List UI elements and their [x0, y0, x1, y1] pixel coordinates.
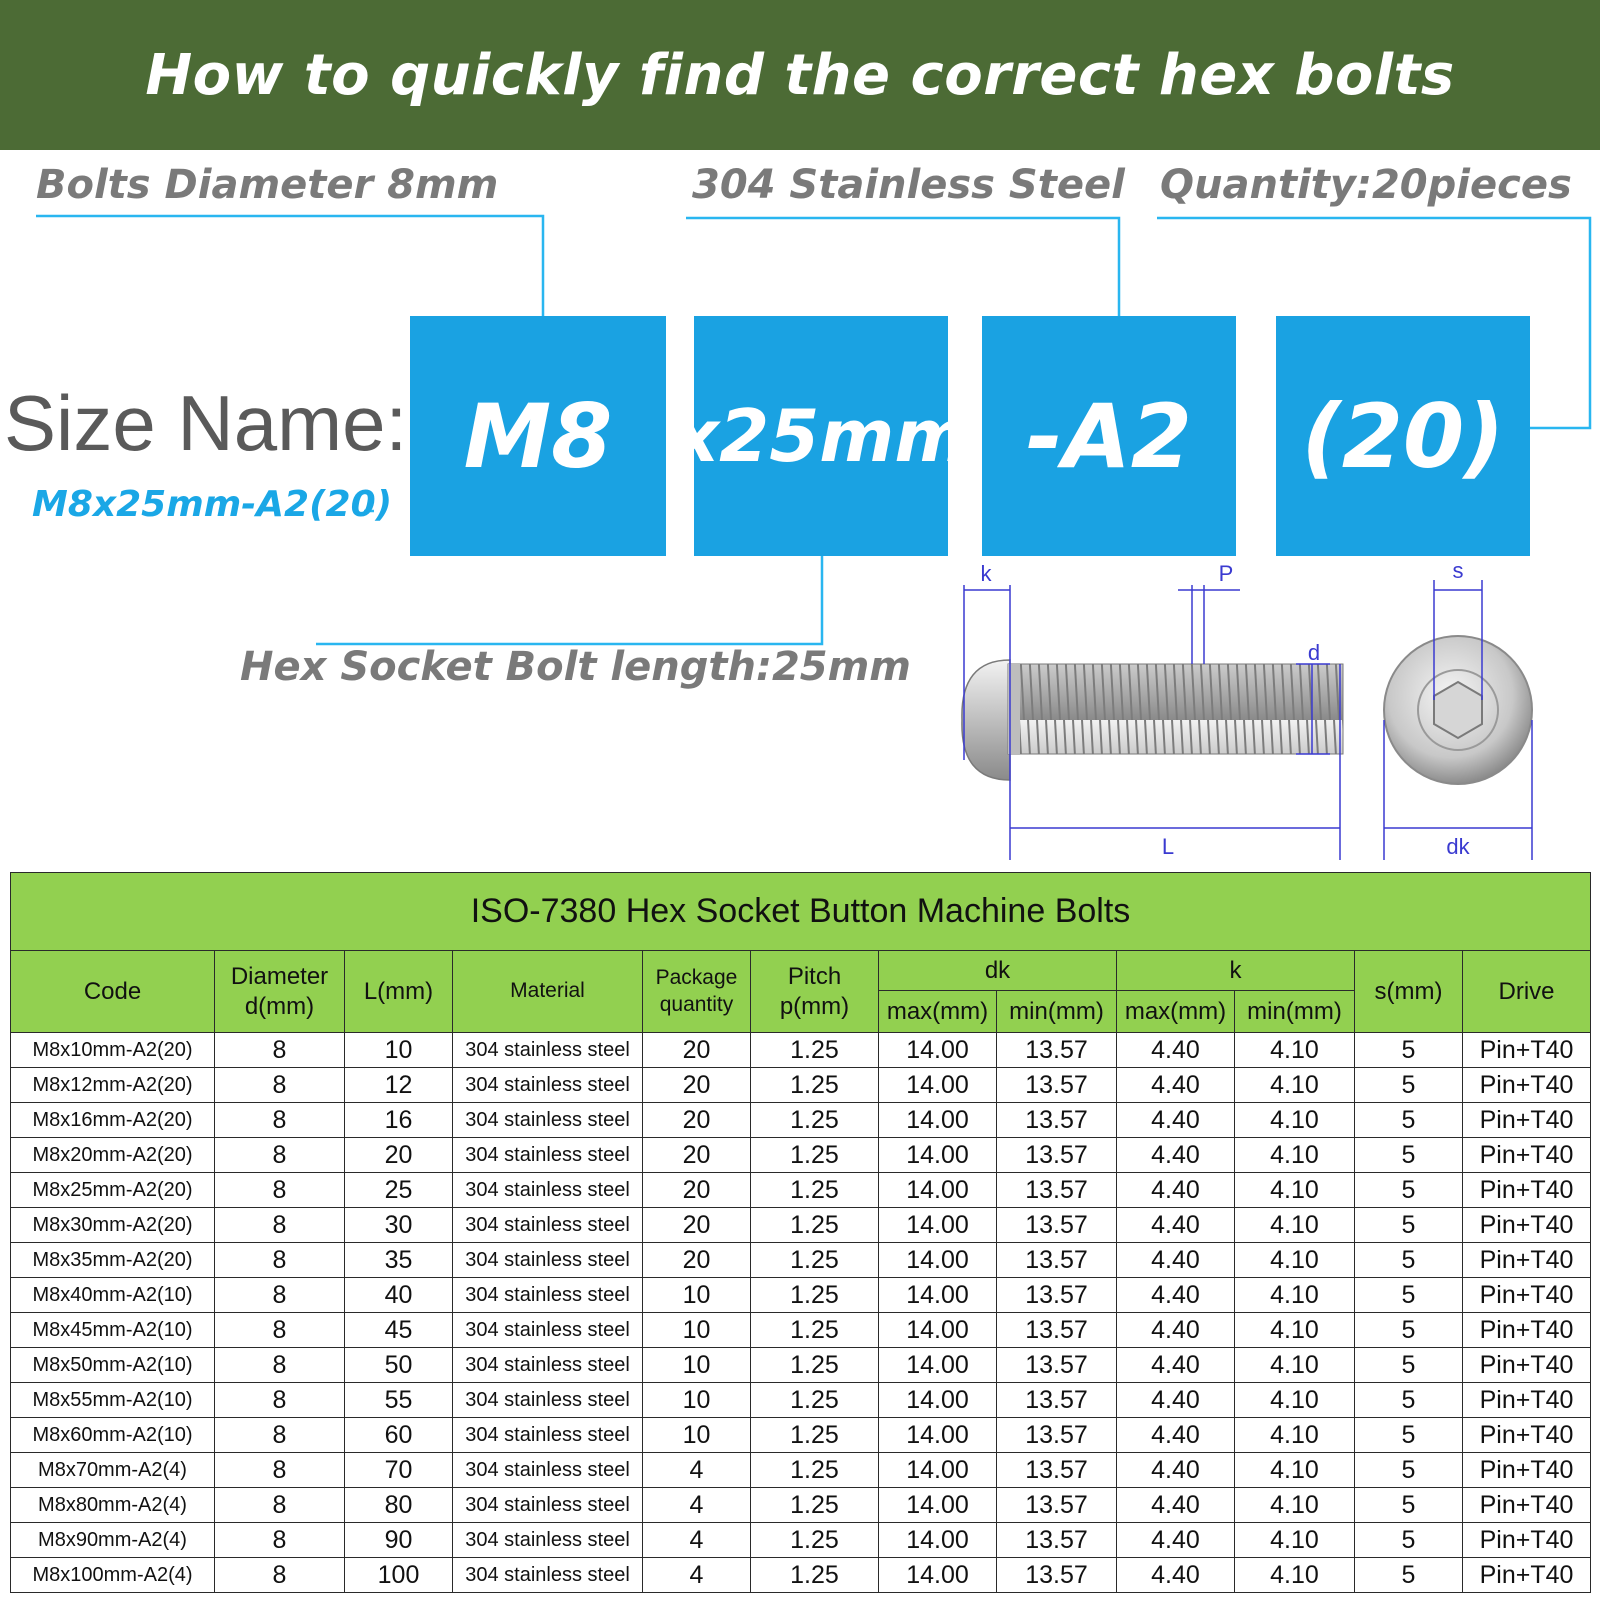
cell-code: M8x60mm-A2(10) — [11, 1418, 215, 1453]
bolt-top-view — [1384, 636, 1532, 784]
header-length: L(mm) — [345, 951, 453, 1033]
cell-dk-min: 13.57 — [997, 1208, 1117, 1243]
cell-package: 20 — [643, 1208, 751, 1243]
cell-pitch: 1.25 — [751, 1523, 879, 1558]
cell-k-max: 4.40 — [1117, 1418, 1235, 1453]
cell-dk-max: 14.00 — [879, 1558, 997, 1593]
cell-length: 35 — [345, 1243, 453, 1278]
cell-pitch: 1.25 — [751, 1243, 879, 1278]
table-row — [11, 1208, 1591, 1243]
cell-dk-max: 14.00 — [879, 1523, 997, 1558]
cell-package: 4 — [643, 1488, 751, 1523]
cell-material: 304 stainless steel — [453, 1418, 643, 1453]
cell-pitch: 1.25 — [751, 1103, 879, 1138]
table-row — [11, 1173, 1591, 1208]
dim-k-label: k — [980, 561, 992, 586]
cell-k-max: 4.40 — [1117, 1208, 1235, 1243]
cell-pitch: 1.25 — [751, 1383, 879, 1418]
cell-dk-max: 14.00 — [879, 1243, 997, 1278]
cell-dk-min: 13.57 — [997, 1068, 1117, 1103]
callout-length: Hex Socket Bolt length:25mm — [240, 644, 911, 690]
cell-code: M8x90mm-A2(4) — [11, 1523, 215, 1558]
cell-material: 304 stainless steel — [453, 1453, 643, 1488]
cell-length: 10 — [345, 1033, 453, 1068]
cell-diameter: 8 — [215, 1208, 345, 1243]
cell-material: 304 stainless steel — [453, 1348, 643, 1383]
cell-s: 5 — [1355, 1558, 1463, 1593]
cell-diameter: 8 — [215, 1068, 345, 1103]
cell-dk-min: 13.57 — [997, 1173, 1117, 1208]
cell-k-min: 4.10 — [1235, 1033, 1355, 1068]
spec-table — [10, 872, 1591, 1593]
cell-material: 304 stainless steel — [453, 1068, 643, 1103]
cell-k-min: 4.10 — [1235, 1138, 1355, 1173]
cell-length: 60 — [345, 1418, 453, 1453]
cell-k-max: 4.40 — [1117, 1278, 1235, 1313]
cell-dk-min: 13.57 — [997, 1418, 1117, 1453]
cell-length: 80 — [345, 1488, 453, 1523]
cell-s: 5 — [1355, 1138, 1463, 1173]
cell-k-min: 4.10 — [1235, 1418, 1355, 1453]
header-drive: Drive — [1463, 951, 1591, 1033]
cell-s: 5 — [1355, 1173, 1463, 1208]
header-k: k — [1117, 951, 1355, 991]
cell-code: M8x80mm-A2(4) — [11, 1488, 215, 1523]
cell-drive: Pin+T40 — [1463, 1033, 1591, 1068]
cell-package: 4 — [643, 1523, 751, 1558]
size-name-label: Size Name: — [4, 379, 408, 467]
cell-k-max: 4.40 — [1117, 1138, 1235, 1173]
cell-pitch: 1.25 — [751, 1453, 879, 1488]
table-row — [11, 1243, 1591, 1278]
cell-pitch: 1.25 — [751, 1138, 879, 1173]
table-row — [11, 1453, 1591, 1488]
cell-package: 20 — [643, 1138, 751, 1173]
cell-dk-min: 13.57 — [997, 1348, 1117, 1383]
cell-dk-max: 14.00 — [879, 1173, 997, 1208]
cell-k-min: 4.10 — [1235, 1488, 1355, 1523]
cell-drive: Pin+T40 — [1463, 1453, 1591, 1488]
cell-k-min: 4.10 — [1235, 1243, 1355, 1278]
cell-k-min: 4.10 — [1235, 1453, 1355, 1488]
cell-k-min: 4.10 — [1235, 1208, 1355, 1243]
cell-drive: Pin+T40 — [1463, 1138, 1591, 1173]
cell-pitch: 1.25 — [751, 1313, 879, 1348]
table-row — [11, 1313, 1591, 1348]
cell-pitch: 1.25 — [751, 1068, 879, 1103]
table-row — [11, 1138, 1591, 1173]
cell-package: 4 — [643, 1453, 751, 1488]
cell-s: 5 — [1355, 1488, 1463, 1523]
cell-k-max: 4.40 — [1117, 1488, 1235, 1523]
cell-s: 5 — [1355, 1278, 1463, 1313]
cell-diameter: 8 — [215, 1523, 345, 1558]
header-dk: dk — [879, 951, 1117, 991]
cell-k-max: 4.40 — [1117, 1348, 1235, 1383]
table-row — [11, 1383, 1591, 1418]
size-part-length: x25mm — [694, 316, 948, 556]
cell-diameter: 8 — [215, 1243, 345, 1278]
table-row — [11, 1558, 1591, 1593]
cell-diameter: 8 — [215, 1313, 345, 1348]
size-name-example: M8x25mm-A2(20) — [32, 484, 393, 525]
cell-code: M8x12mm-A2(20) — [11, 1068, 215, 1103]
cell-code: M8x55mm-A2(10) — [11, 1383, 215, 1418]
cell-material: 304 stainless steel — [453, 1173, 643, 1208]
cell-dk-min: 13.57 — [997, 1453, 1117, 1488]
cell-s: 5 — [1355, 1243, 1463, 1278]
table-row — [11, 1348, 1591, 1383]
cell-package: 10 — [643, 1278, 751, 1313]
cell-k-max: 4.40 — [1117, 1173, 1235, 1208]
callout-diameter: Bolts Diameter 8mm — [36, 162, 499, 208]
table-row — [11, 1488, 1591, 1523]
cell-k-min: 4.10 — [1235, 1383, 1355, 1418]
cell-k-max: 4.40 — [1117, 1068, 1235, 1103]
header-dk-max: max(mm) — [879, 991, 997, 1033]
cell-diameter: 8 — [215, 1278, 345, 1313]
cell-length: 55 — [345, 1383, 453, 1418]
cell-length: 30 — [345, 1208, 453, 1243]
header-dk-min: min(mm) — [997, 991, 1117, 1033]
cell-s: 5 — [1355, 1033, 1463, 1068]
cell-material: 304 stainless steel — [453, 1383, 643, 1418]
cell-s: 5 — [1355, 1418, 1463, 1453]
cell-diameter: 8 — [215, 1138, 345, 1173]
cell-length: 90 — [345, 1523, 453, 1558]
cell-diameter: 8 — [215, 1383, 345, 1418]
callout-material: 304 Stainless Steel — [692, 162, 1125, 208]
cell-package: 20 — [643, 1173, 751, 1208]
cell-dk-max: 14.00 — [879, 1453, 997, 1488]
cell-dk-max: 14.00 — [879, 1208, 997, 1243]
cell-diameter: 8 — [215, 1348, 345, 1383]
cell-dk-max: 14.00 — [879, 1348, 997, 1383]
cell-length: 16 — [345, 1103, 453, 1138]
cell-dk-min: 13.57 — [997, 1558, 1117, 1593]
cell-k-max: 4.40 — [1117, 1523, 1235, 1558]
cell-length: 25 — [345, 1173, 453, 1208]
header-package: Package quantity — [643, 951, 751, 1033]
cell-dk-min: 13.57 — [997, 1033, 1117, 1068]
dim-d-label: d — [1307, 640, 1321, 665]
cell-dk-max: 14.00 — [879, 1138, 997, 1173]
cell-dk-min: 13.57 — [997, 1383, 1117, 1418]
cell-drive: Pin+T40 — [1463, 1488, 1591, 1523]
cell-k-min: 4.10 — [1235, 1068, 1355, 1103]
bolt-side-view — [962, 660, 1343, 780]
cell-k-max: 4.40 — [1117, 1103, 1235, 1138]
cell-code: M8x50mm-A2(10) — [11, 1348, 215, 1383]
cell-dk-max: 14.00 — [879, 1418, 997, 1453]
dim-l-label: L — [1161, 834, 1175, 859]
cell-length: 40 — [345, 1278, 453, 1313]
table-row — [11, 1103, 1591, 1138]
spec-table-body — [11, 1033, 1591, 1593]
header-diameter: Diameter d(mm) — [215, 951, 345, 1033]
cell-diameter: 8 — [215, 1418, 345, 1453]
cell-dk-min: 13.57 — [997, 1523, 1117, 1558]
cell-package: 20 — [643, 1103, 751, 1138]
cell-pitch: 1.25 — [751, 1488, 879, 1523]
cell-dk-min: 13.57 — [997, 1278, 1117, 1313]
table-row — [11, 1068, 1591, 1103]
banner-title: How to quickly find the correct hex bolts — [145, 42, 1455, 108]
cell-k-max: 4.40 — [1117, 1033, 1235, 1068]
cell-s: 5 — [1355, 1523, 1463, 1558]
cell-material: 304 stainless steel — [453, 1103, 643, 1138]
cell-pitch: 1.25 — [751, 1348, 879, 1383]
cell-material: 304 stainless steel — [453, 1138, 643, 1173]
cell-drive: Pin+T40 — [1463, 1243, 1591, 1278]
header-k-max: max(mm) — [1117, 991, 1235, 1033]
cell-length: 50 — [345, 1348, 453, 1383]
header-material: Material — [453, 951, 643, 1033]
cell-k-min: 4.10 — [1235, 1348, 1355, 1383]
cell-drive: Pin+T40 — [1463, 1278, 1591, 1313]
cell-code: M8x25mm-A2(20) — [11, 1173, 215, 1208]
cell-code: M8x100mm-A2(4) — [11, 1558, 215, 1593]
cell-material: 304 stainless steel — [453, 1208, 643, 1243]
cell-code: M8x10mm-A2(20) — [11, 1033, 215, 1068]
cell-pitch: 1.25 — [751, 1033, 879, 1068]
spec-table-container — [10, 872, 1590, 1593]
cell-s: 5 — [1355, 1068, 1463, 1103]
cell-drive: Pin+T40 — [1463, 1348, 1591, 1383]
cell-drive: Pin+T40 — [1463, 1383, 1591, 1418]
cell-drive: Pin+T40 — [1463, 1208, 1591, 1243]
cell-code: M8x35mm-A2(20) — [11, 1243, 215, 1278]
cell-diameter: 8 — [215, 1453, 345, 1488]
cell-package: 4 — [643, 1558, 751, 1593]
cell-drive: Pin+T40 — [1463, 1418, 1591, 1453]
cell-code: M8x16mm-A2(20) — [11, 1103, 215, 1138]
cell-code: M8x40mm-A2(10) — [11, 1278, 215, 1313]
cell-package: 20 — [643, 1243, 751, 1278]
cell-k-min: 4.10 — [1235, 1558, 1355, 1593]
cell-drive: Pin+T40 — [1463, 1103, 1591, 1138]
cell-package: 10 — [643, 1313, 751, 1348]
cell-diameter: 8 — [215, 1103, 345, 1138]
cell-length: 45 — [345, 1313, 453, 1348]
cell-material: 304 stainless steel — [453, 1523, 643, 1558]
table-row — [11, 1523, 1591, 1558]
cell-diameter: 8 — [215, 1033, 345, 1068]
cell-diameter: 8 — [215, 1173, 345, 1208]
cell-dk-max: 14.00 — [879, 1313, 997, 1348]
cell-s: 5 — [1355, 1383, 1463, 1418]
cell-pitch: 1.25 — [751, 1173, 879, 1208]
cell-s: 5 — [1355, 1453, 1463, 1488]
cell-package: 20 — [643, 1068, 751, 1103]
cell-k-min: 4.10 — [1235, 1103, 1355, 1138]
cell-diameter: 8 — [215, 1488, 345, 1523]
cell-drive: Pin+T40 — [1463, 1558, 1591, 1593]
cell-drive: Pin+T40 — [1463, 1173, 1591, 1208]
cell-material: 304 stainless steel — [453, 1033, 643, 1068]
cell-dk-max: 14.00 — [879, 1068, 997, 1103]
cell-dk-max: 14.00 — [879, 1383, 997, 1418]
cell-k-max: 4.40 — [1117, 1243, 1235, 1278]
cell-pitch: 1.25 — [751, 1208, 879, 1243]
cell-k-min: 4.10 — [1235, 1523, 1355, 1558]
size-part-material: -A2 — [982, 316, 1236, 556]
cell-dk-min: 13.57 — [997, 1313, 1117, 1348]
size-part-diameter: M8 — [410, 316, 666, 556]
cell-dk-max: 14.00 — [879, 1278, 997, 1313]
cell-s: 5 — [1355, 1313, 1463, 1348]
cell-package: 20 — [643, 1033, 751, 1068]
table-row — [11, 1033, 1591, 1068]
cell-s: 5 — [1355, 1103, 1463, 1138]
cell-dk-min: 13.57 — [997, 1488, 1117, 1523]
cell-length: 70 — [345, 1453, 453, 1488]
cell-diameter: 8 — [215, 1558, 345, 1593]
cell-material: 304 stainless steel — [453, 1278, 643, 1313]
cell-code: M8x45mm-A2(10) — [11, 1313, 215, 1348]
table-row — [11, 1278, 1591, 1313]
cell-length: 20 — [345, 1138, 453, 1173]
table-title: ISO-7380 Hex Socket Button Machine Bolts — [11, 873, 1591, 951]
cell-s: 5 — [1355, 1348, 1463, 1383]
cell-code: M8x70mm-A2(4) — [11, 1453, 215, 1488]
cell-k-min: 4.10 — [1235, 1173, 1355, 1208]
cell-pitch: 1.25 — [751, 1278, 879, 1313]
cell-material: 304 stainless steel — [453, 1558, 643, 1593]
cell-drive: Pin+T40 — [1463, 1313, 1591, 1348]
callout-quantity: Quantity:20pieces — [1160, 162, 1572, 208]
dim-s-label: s — [1452, 558, 1464, 583]
size-part-quantity: (20) — [1276, 316, 1530, 556]
header-s: s(mm) — [1355, 951, 1463, 1033]
cell-material: 304 stainless steel — [453, 1313, 643, 1348]
cell-k-min: 4.10 — [1235, 1313, 1355, 1348]
cell-dk-min: 13.57 — [997, 1103, 1117, 1138]
cell-code: M8x20mm-A2(20) — [11, 1138, 215, 1173]
cell-k-max: 4.40 — [1117, 1558, 1235, 1593]
cell-dk-max: 14.00 — [879, 1103, 997, 1138]
header-k-min: min(mm) — [1235, 991, 1355, 1033]
cell-s: 5 — [1355, 1208, 1463, 1243]
cell-dk-min: 13.57 — [997, 1138, 1117, 1173]
dim-dk-label: dk — [1446, 834, 1470, 859]
cell-material: 304 stainless steel — [453, 1243, 643, 1278]
dim-p-label: P — [1218, 561, 1234, 586]
cell-length: 100 — [345, 1558, 453, 1593]
cell-dk-min: 13.57 — [997, 1243, 1117, 1278]
cell-k-max: 4.40 — [1117, 1453, 1235, 1488]
cell-drive: Pin+T40 — [1463, 1068, 1591, 1103]
cell-k-min: 4.10 — [1235, 1278, 1355, 1313]
cell-package: 10 — [643, 1418, 751, 1453]
cell-package: 10 — [643, 1348, 751, 1383]
cell-dk-max: 14.00 — [879, 1033, 997, 1068]
cell-k-max: 4.40 — [1117, 1313, 1235, 1348]
cell-material: 304 stainless steel — [453, 1488, 643, 1523]
cell-package: 10 — [643, 1383, 751, 1418]
cell-drive: Pin+T40 — [1463, 1523, 1591, 1558]
cell-k-max: 4.40 — [1117, 1383, 1235, 1418]
cell-pitch: 1.25 — [751, 1558, 879, 1593]
cell-dk-max: 14.00 — [879, 1488, 997, 1523]
cell-pitch: 1.25 — [751, 1418, 879, 1453]
cell-code: M8x30mm-A2(20) — [11, 1208, 215, 1243]
header-code: Code — [11, 951, 215, 1033]
cell-length: 12 — [345, 1068, 453, 1103]
header-pitch: Pitch p(mm) — [751, 951, 879, 1033]
table-row — [11, 1418, 1591, 1453]
